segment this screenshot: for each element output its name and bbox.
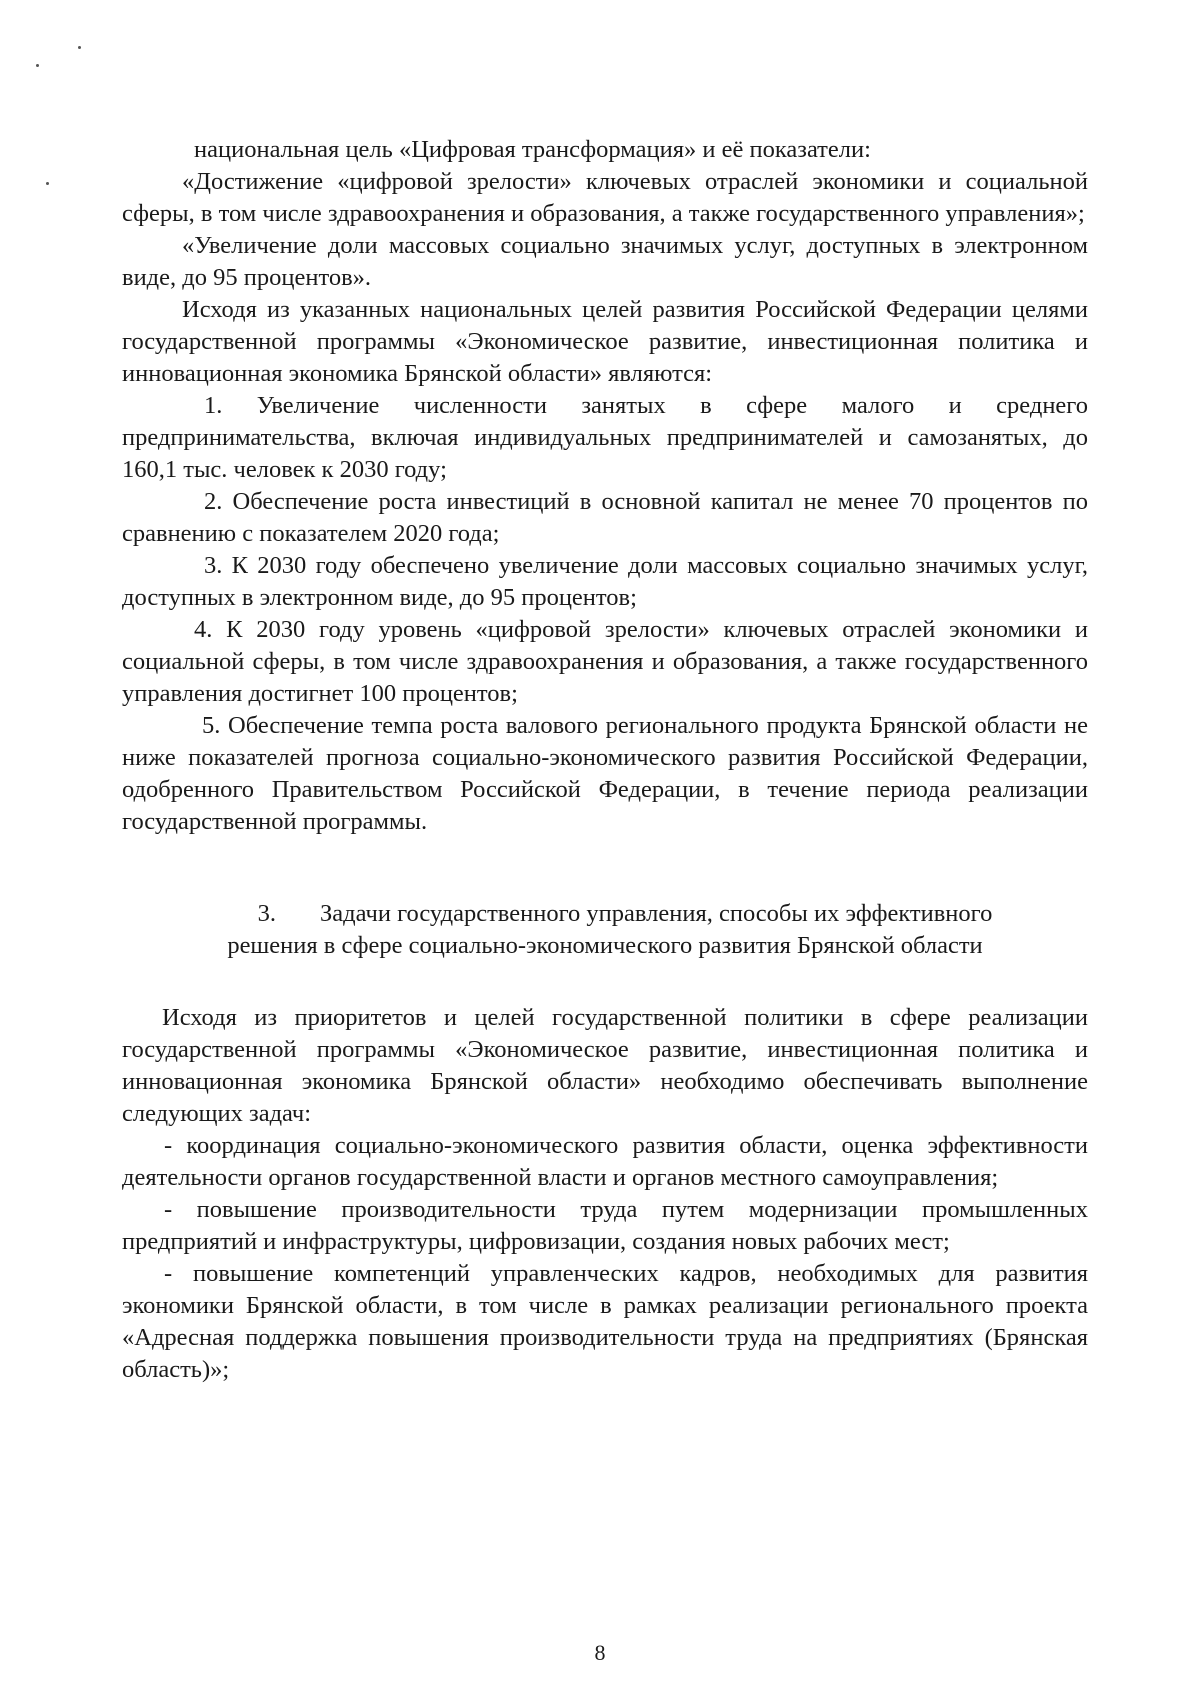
section-heading	[122, 898, 1088, 930]
paragraph: Исходя из приоритетов и целей государственной политики в сфере реализации государственной программы «Экономическое развитие, инвестиционная политика и инновационная экономика Брянской области» необходимо обеспечивать выполнение следующих задач:	[122, 1004, 1088, 1127]
paragraph: «Достижение «цифровой зрелости» ключевых отраслей экономики и социальной сферы, в том числе здравоохранения и образования, а также государственного управления»;	[122, 168, 1088, 227]
list-item: 5. Обеспечение темпа роста валового регионального продукта Брянской области не ниже показателей прогноза социально-экономического развития Российской Федерации, одобренного Правительством Российской Федерации, в течение периода реализации государственной программы.	[122, 712, 1088, 835]
scan-speck	[78, 46, 81, 49]
paragraph: Исходя из указанных национальных целей развития Российской Федерации целями государственной программы «Экономическое развитие, инвестиционная политика и инновационная экономика Брянской области» являются:	[122, 296, 1088, 387]
paragraph: национальная цель «Цифровая трансформация» и её показатели:	[194, 136, 871, 163]
page-number: 8	[594, 1640, 606, 1665]
section-number: 3.	[257, 900, 277, 927]
spacer	[122, 962, 1088, 1002]
section-heading-line-2	[122, 930, 1088, 962]
spacer	[122, 838, 1088, 898]
list-item: - повышение производительности труда путем модернизации промышленных предприятий и инфраструктуры, цифровизации, создания новых рабочих мест;	[122, 1196, 1088, 1255]
body-text	[122, 134, 1088, 1386]
scan-speck	[46, 182, 49, 185]
list-item: 2. Обеспечение роста инвестиций в основной капитал не менее 70 процентов по сравнению с показателем 2020 года;	[122, 488, 1088, 547]
list-item: 4. К 2030 году уровень «цифровой зрелости» ключевых отраслей экономики и социальной сферы, в том числе здравоохранения и образования, а также государственного управления достигнет 100 процентов;	[122, 616, 1088, 707]
paragraph: «Увеличение доли массовых социально значимых услуг, доступных в электронном виде, до 95 процентов».	[122, 232, 1088, 291]
list-item: 3. К 2030 году обеспечено увеличение доли массовых социально значимых услуг, доступных в электронном виде, до 95 процентов;	[122, 552, 1088, 611]
section-title-line-1: Задачи государственного управления, способы их эффективного	[320, 900, 993, 927]
list-item: - координация социально-экономического развития области, оценка эффективности деятельности органов государственной власти и органов местного самоуправления;	[122, 1132, 1088, 1191]
section-title-line-2: решения в сфере социально-экономического развития Брянской области	[227, 932, 983, 959]
list-item: - повышение компетенций управленческих кадров, необходимых для развития экономики Брянской области, в том числе в рамках реализации регионального проекта «Адресная поддержка повышения производительности труда на предприятиях (Брянская область)»;	[122, 1260, 1088, 1383]
scan-speck	[36, 64, 39, 67]
list-item: 1. Увеличение численности занятых в сфере малого и среднего предпринимательства, включая индивидуальных предпринимателей и самозанятых, до 160,1 тыс. человек к 2030 году;	[122, 392, 1088, 483]
